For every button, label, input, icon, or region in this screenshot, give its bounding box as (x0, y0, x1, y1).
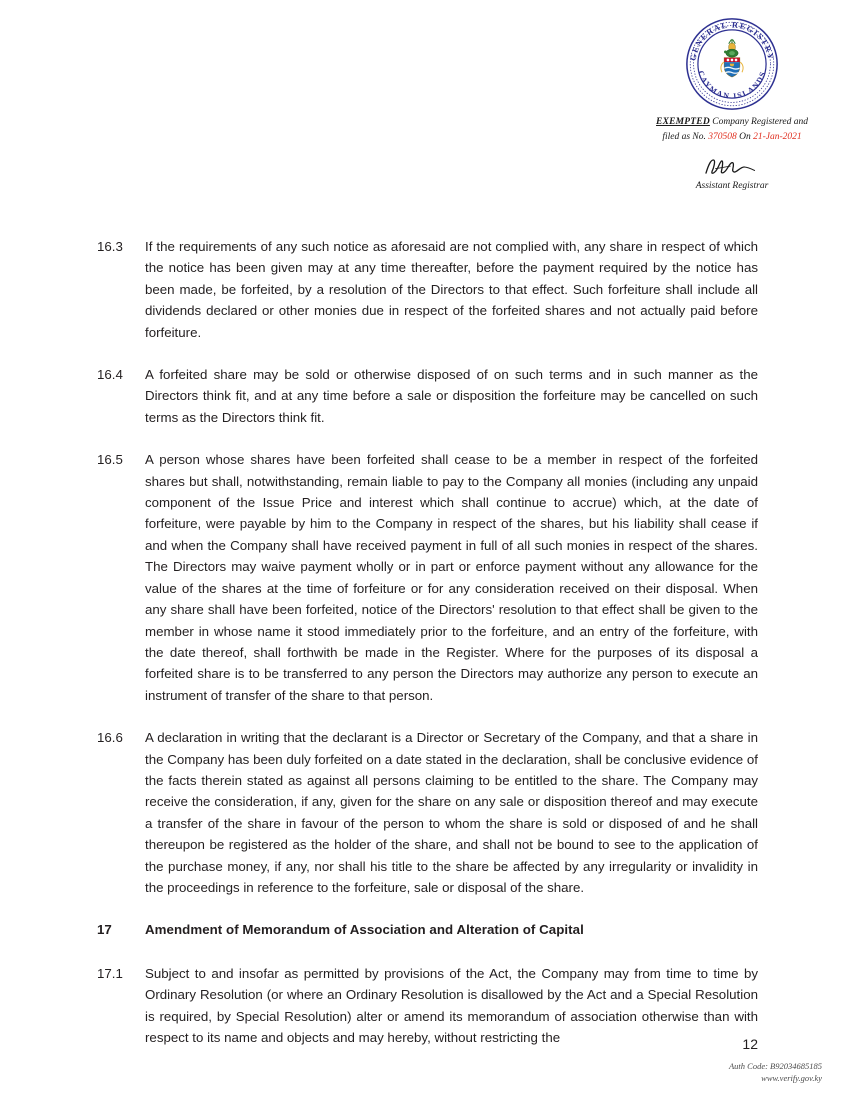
clause-16-6 (97, 727, 758, 898)
clause-17-1 (97, 963, 758, 1049)
cayman-islands-general-registry-seal-icon (684, 16, 780, 112)
exempted-status-label: EXEMPTED (656, 117, 710, 127)
clause-text: A forfeited share may be sold or otherwise disposed of on such terms and in such manner as the Directors think fit, and at any time before a sale or disposition the forfeiture may be cancelled on such terms as the Directors think fit. (145, 367, 758, 425)
clause-16-4 (97, 364, 758, 428)
filed-as-no-label: filed as No. (662, 131, 709, 142)
registration-line-2 (642, 130, 822, 145)
handwritten-signature-icon (642, 154, 822, 180)
clause-text: Subject to and insofar as permitted by provisions of the Act, the Company may from time to time by Ordinary Resolution (or where an Ordinary Resolution is disallowed by the Act and a Special Resolution is required, by Special Resolution) alter or amend its memorandum of association otherwise than with respect to its name and objects and may hereby, without restricting the (145, 965, 758, 1045)
section-heading-17 (97, 919, 758, 940)
page-number: 12 (742, 1036, 758, 1052)
svg-text:GENERAL REGISTRY: GENERAL REGISTRY (688, 20, 776, 62)
registration-line-1 (642, 115, 822, 130)
document-body (97, 236, 758, 1069)
section-title: Amendment of Memorandum of Association and Alteration of Capital (145, 922, 584, 938)
filing-date: 21-Jan-2021 (753, 131, 802, 142)
registration-number: 370508 (708, 131, 737, 142)
on-label: On (736, 131, 754, 142)
clause-number: 16.6 (97, 730, 123, 746)
registry-stamp-block (642, 16, 822, 191)
clause-number: 17.1 (97, 965, 123, 981)
svg-text:CAYMAN ISLANDS: CAYMAN ISLANDS (696, 69, 768, 101)
footer-verification (729, 1060, 822, 1085)
clause-number: 16.5 (97, 452, 123, 468)
clause-number: 16.3 (97, 239, 123, 254)
registration-line-1-rest: Company Registered and (709, 117, 808, 127)
section-number: 17 (97, 922, 112, 938)
verify-url: www.verify.gov.ky (761, 1073, 822, 1084)
auth-code: Auth Code: B92034685185 (728, 1061, 822, 1071)
registration-text (642, 115, 822, 144)
clause-text: If the requirements of any such notice as aforesaid are not complied with, any share in respect of which the notice has been given may at any time thereafter, before the payment required by the notice has been made, be forfeited, by a resolution of the Directors to that effect. Such forfeiture shall include all dividends declared or other monies due in respect of the forfeited shares and not actually paid before forfeiture. (145, 239, 758, 340)
clause-number: 16.4 (97, 367, 123, 383)
signatory-title: Assistant Registrar (695, 181, 769, 192)
clause-text: A declaration in writing that the declarant is a Director or Secretary of the Company, and that a share in the Company has been duly forfeited on a date stated in the declaration, shall be conclusive evidence of the facts therein stated as against all persons claiming to be entitled to the share. The Company may receive the consideration, if any, given for the share on any sale or disposition thereof and may execute a transfer of the share in favour of the person to whom the share is sold or disposed of and he shall thereupon be registered as the holder of the share, and shall not be bound to see to the application of the purchase money, if any, nor shall his title to the share be affected by any irregularity or invalidity in the proceedings in reference to the forfeiture, sale or disposal of the share. (145, 730, 758, 895)
clause-16-5 (97, 449, 758, 706)
clause-16-3 (97, 236, 758, 343)
clause-text: A person whose shares have been forfeited shall cease to be a member in respect of the forfeited shares but shall, notwithstanding, remain liable to pay to the Company all monies (including any unpaid component of the Issue Price and interest which shall continue to accrue) which, at the date of forfeiture, were payable by him to the Company in respect of the shares, but his liability shall cease if and when the Company shall have received payment in full of all such monies in respect of the shares. The Directors may waive payment wholly or in part or enforce payment without any allowance for the value of the shares at the time of forfeiture or for any consideration received on their disposal. When any share shall have been forfeited, notice of the Directors' resolution to that effect shall be given to the member in whose name it stood immediately prior to the forfeiture, and an entry of the forfeiture, with the date thereof, shall forthwith be made in the Register. Where for the purposes of its disposal a forfeited share is to be transferred to any person the Directors may authorize any person to execute an instrument of transfer of the share to that person. (145, 452, 758, 703)
